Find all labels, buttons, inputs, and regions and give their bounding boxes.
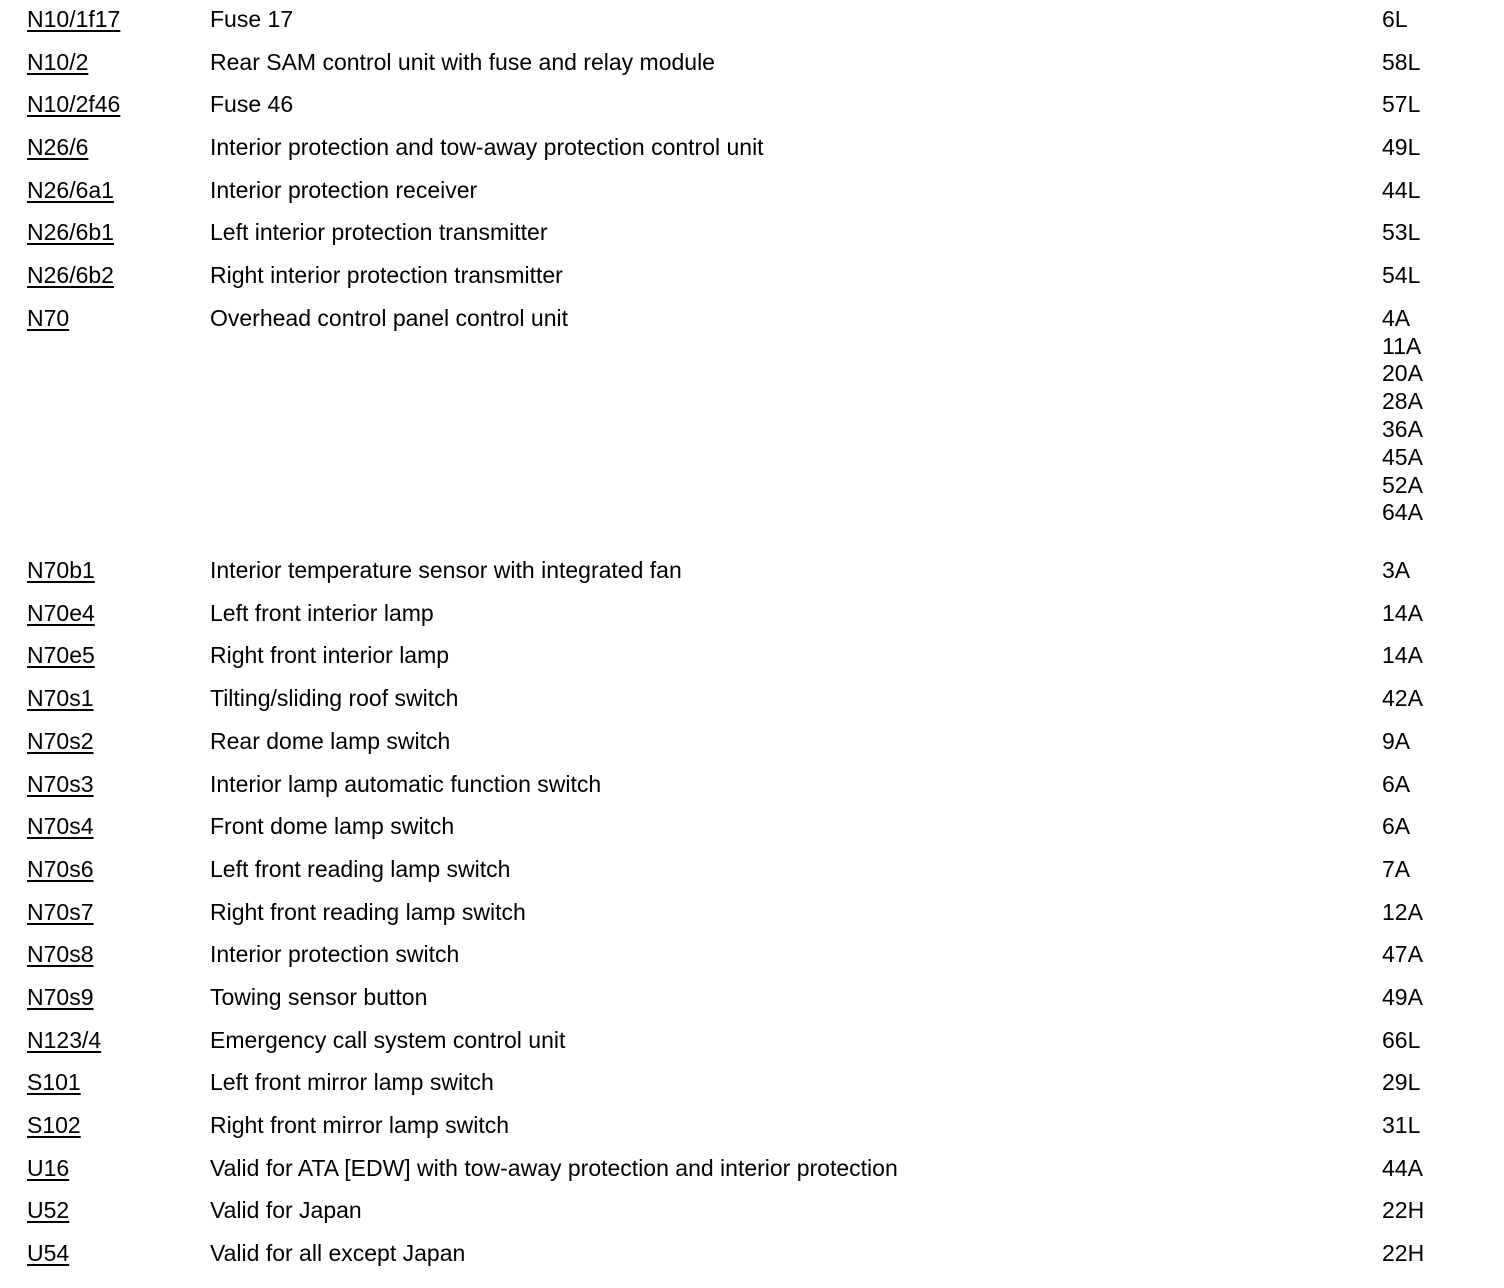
component-code-link[interactable]: N26/6b1 <box>27 219 114 246</box>
component-code-link[interactable]: N123/4 <box>27 1026 102 1053</box>
grid-reference-list <box>1382 305 1423 527</box>
grid-reference: 54L <box>1382 262 1421 289</box>
grid-reference: 29L <box>1382 1069 1421 1096</box>
legend-row <box>0 0 1504 43</box>
component-code-link[interactable]: U16 <box>27 1154 70 1181</box>
component-code-link[interactable]: N10/1f17 <box>27 6 121 32</box>
component-description: Valid for all except Japan <box>210 1240 466 1267</box>
grid-reference-list <box>1382 1069 1420 1097</box>
grid-reference-list <box>1382 941 1423 969</box>
grid-reference-list <box>1382 1240 1424 1268</box>
component-code-link[interactable]: N70s4 <box>27 813 94 840</box>
component-description: Fuse 17 <box>210 6 294 32</box>
component-code-link[interactable]: N70e5 <box>27 642 95 669</box>
grid-reference-list <box>1382 134 1420 162</box>
legend-row <box>0 1106 1504 1149</box>
component-code-link[interactable]: N70s6 <box>27 855 94 882</box>
legend-row <box>0 1234 1504 1277</box>
grid-reference-list <box>1382 177 1420 205</box>
grid-reference: 64A <box>1382 499 1423 526</box>
component-description: Towing sensor button <box>210 983 428 1010</box>
component-code-link[interactable]: N70s8 <box>27 941 94 968</box>
legend-row <box>0 893 1504 936</box>
grid-reference: 6L <box>1382 6 1408 32</box>
legend-row <box>0 594 1504 637</box>
grid-reference-list <box>1382 1155 1423 1183</box>
component-code-link[interactable]: N70s1 <box>27 685 94 712</box>
component-description: Tilting/sliding roof switch <box>210 685 459 712</box>
grid-reference: 42A <box>1382 685 1423 712</box>
grid-reference-list <box>1382 771 1410 799</box>
component-code-link[interactable]: N10/2f46 <box>27 91 121 118</box>
legend-row <box>0 171 1504 214</box>
component-description: Right front interior lamp <box>210 642 450 669</box>
component-description: Rear SAM control unit with fuse and relay module <box>210 48 715 75</box>
grid-reference-list <box>1382 49 1420 77</box>
component-description: Front dome lamp switch <box>210 813 455 840</box>
grid-reference: 20A <box>1382 360 1423 387</box>
component-code-link[interactable]: N26/6a1 <box>27 176 114 203</box>
legend-row <box>0 85 1504 128</box>
grid-reference-list <box>1382 6 1408 34</box>
grid-reference: 3A <box>1382 557 1411 584</box>
component-description: Interior protection and tow-away protection control unit <box>210 134 764 161</box>
grid-reference: 49A <box>1382 983 1423 1010</box>
grid-reference: 53L <box>1382 219 1421 246</box>
grid-reference: 52A <box>1382 471 1423 498</box>
grid-reference: 22H <box>1382 1197 1425 1224</box>
grid-reference: 47A <box>1382 941 1423 968</box>
grid-reference: 28A <box>1382 388 1423 415</box>
legend-row <box>0 765 1504 808</box>
component-code-link[interactable]: N70s3 <box>27 770 94 797</box>
component-description: Interior protection receiver <box>210 176 478 203</box>
grid-reference: 49L <box>1382 134 1421 161</box>
component-description: Right front mirror lamp switch <box>210 1112 510 1139</box>
component-description: Valid for Japan <box>210 1197 362 1224</box>
legend-row <box>0 256 1504 299</box>
grid-reference: 11A <box>1382 332 1422 359</box>
grid-reference-list <box>1382 856 1410 884</box>
grid-reference: 9A <box>1382 727 1411 754</box>
legend-row <box>0 1063 1504 1106</box>
component-code-link[interactable]: N10/2 <box>27 48 89 75</box>
legend-row <box>0 299 1504 551</box>
component-code-link[interactable]: N70s7 <box>27 898 94 925</box>
component-description: Fuse 46 <box>210 91 294 118</box>
component-description: Right front reading lamp switch <box>210 898 526 925</box>
grid-reference-list <box>1382 1112 1420 1140</box>
legend-row <box>0 551 1504 594</box>
legend-row <box>0 935 1504 978</box>
grid-reference: 57L <box>1382 91 1421 118</box>
legend-row <box>0 43 1504 86</box>
component-description: Interior protection switch <box>210 941 460 968</box>
grid-reference-list <box>1382 685 1423 713</box>
legend-row <box>0 850 1504 893</box>
grid-reference: 6A <box>1382 813 1411 840</box>
component-code-link[interactable]: N26/6b2 <box>27 262 114 289</box>
legend-row <box>0 1021 1504 1064</box>
component-description: Rear dome lamp switch <box>210 727 451 754</box>
component-code-link[interactable]: U54 <box>27 1240 70 1267</box>
component-description: Left front interior lamp <box>210 599 434 626</box>
grid-reference: 6A <box>1382 770 1411 797</box>
component-code-link[interactable]: N70b1 <box>27 557 95 584</box>
legend-row <box>0 722 1504 765</box>
grid-reference: 4A <box>1382 304 1411 331</box>
component-code-link[interactable]: N26/6 <box>27 134 89 161</box>
legend-row <box>0 978 1504 1021</box>
component-description: Valid for ATA [EDW] with tow-away protection and interior protection <box>210 1154 898 1181</box>
grid-reference: 14A <box>1382 599 1423 626</box>
legend-row <box>0 128 1504 171</box>
legend-row <box>0 636 1504 679</box>
grid-reference: 36A <box>1382 416 1423 442</box>
component-code-link[interactable]: S102 <box>27 1112 81 1139</box>
grid-reference: 12A <box>1382 898 1423 925</box>
component-code-link[interactable]: S101 <box>27 1069 81 1096</box>
component-description: Emergency call system control unit <box>210 1026 566 1053</box>
legend-row <box>0 807 1504 850</box>
grid-reference-list <box>1382 642 1423 670</box>
component-description: Interior lamp automatic function switch <box>210 770 602 797</box>
grid-reference: 7A <box>1382 855 1411 882</box>
grid-reference-list <box>1382 1197 1424 1225</box>
grid-reference-list <box>1382 600 1423 628</box>
component-description: Overhead control panel control unit <box>210 304 568 331</box>
component-description: Left front reading lamp switch <box>210 855 511 882</box>
component-description: Left front mirror lamp switch <box>210 1069 494 1096</box>
component-code-link[interactable]: N70e4 <box>27 599 95 626</box>
grid-reference-list <box>1382 91 1420 119</box>
component-code-link[interactable]: U52 <box>27 1197 70 1224</box>
grid-reference: 66L <box>1382 1026 1421 1053</box>
legend-row <box>0 1149 1504 1192</box>
grid-reference: 58L <box>1382 48 1421 75</box>
grid-reference: 44L <box>1382 176 1421 203</box>
grid-reference: 22H <box>1382 1240 1425 1267</box>
component-code-link[interactable]: N70 <box>27 304 70 331</box>
grid-reference: 45A <box>1382 443 1423 470</box>
component-code-link[interactable]: N70s2 <box>27 727 94 754</box>
grid-reference-list <box>1382 219 1420 247</box>
grid-reference: 14A <box>1382 642 1423 669</box>
component-code-link[interactable]: N70s9 <box>27 983 94 1010</box>
grid-reference-list <box>1382 1027 1420 1055</box>
grid-reference-list <box>1382 262 1420 290</box>
legend-row <box>0 1191 1504 1234</box>
component-description: Interior temperature sensor with integrated fan <box>210 557 682 584</box>
grid-reference-list <box>1382 557 1410 585</box>
legend-row <box>0 213 1504 256</box>
grid-reference: 44A <box>1382 1154 1423 1181</box>
legend-row <box>0 679 1504 722</box>
grid-reference-list <box>1382 984 1423 1012</box>
grid-reference-list <box>1382 813 1410 841</box>
grid-reference-list <box>1382 899 1423 927</box>
component-description: Left interior protection transmitter <box>210 219 548 246</box>
grid-reference-list <box>1382 728 1410 756</box>
component-description: Right interior protection transmitter <box>210 262 563 289</box>
grid-reference: 31L <box>1382 1112 1421 1139</box>
